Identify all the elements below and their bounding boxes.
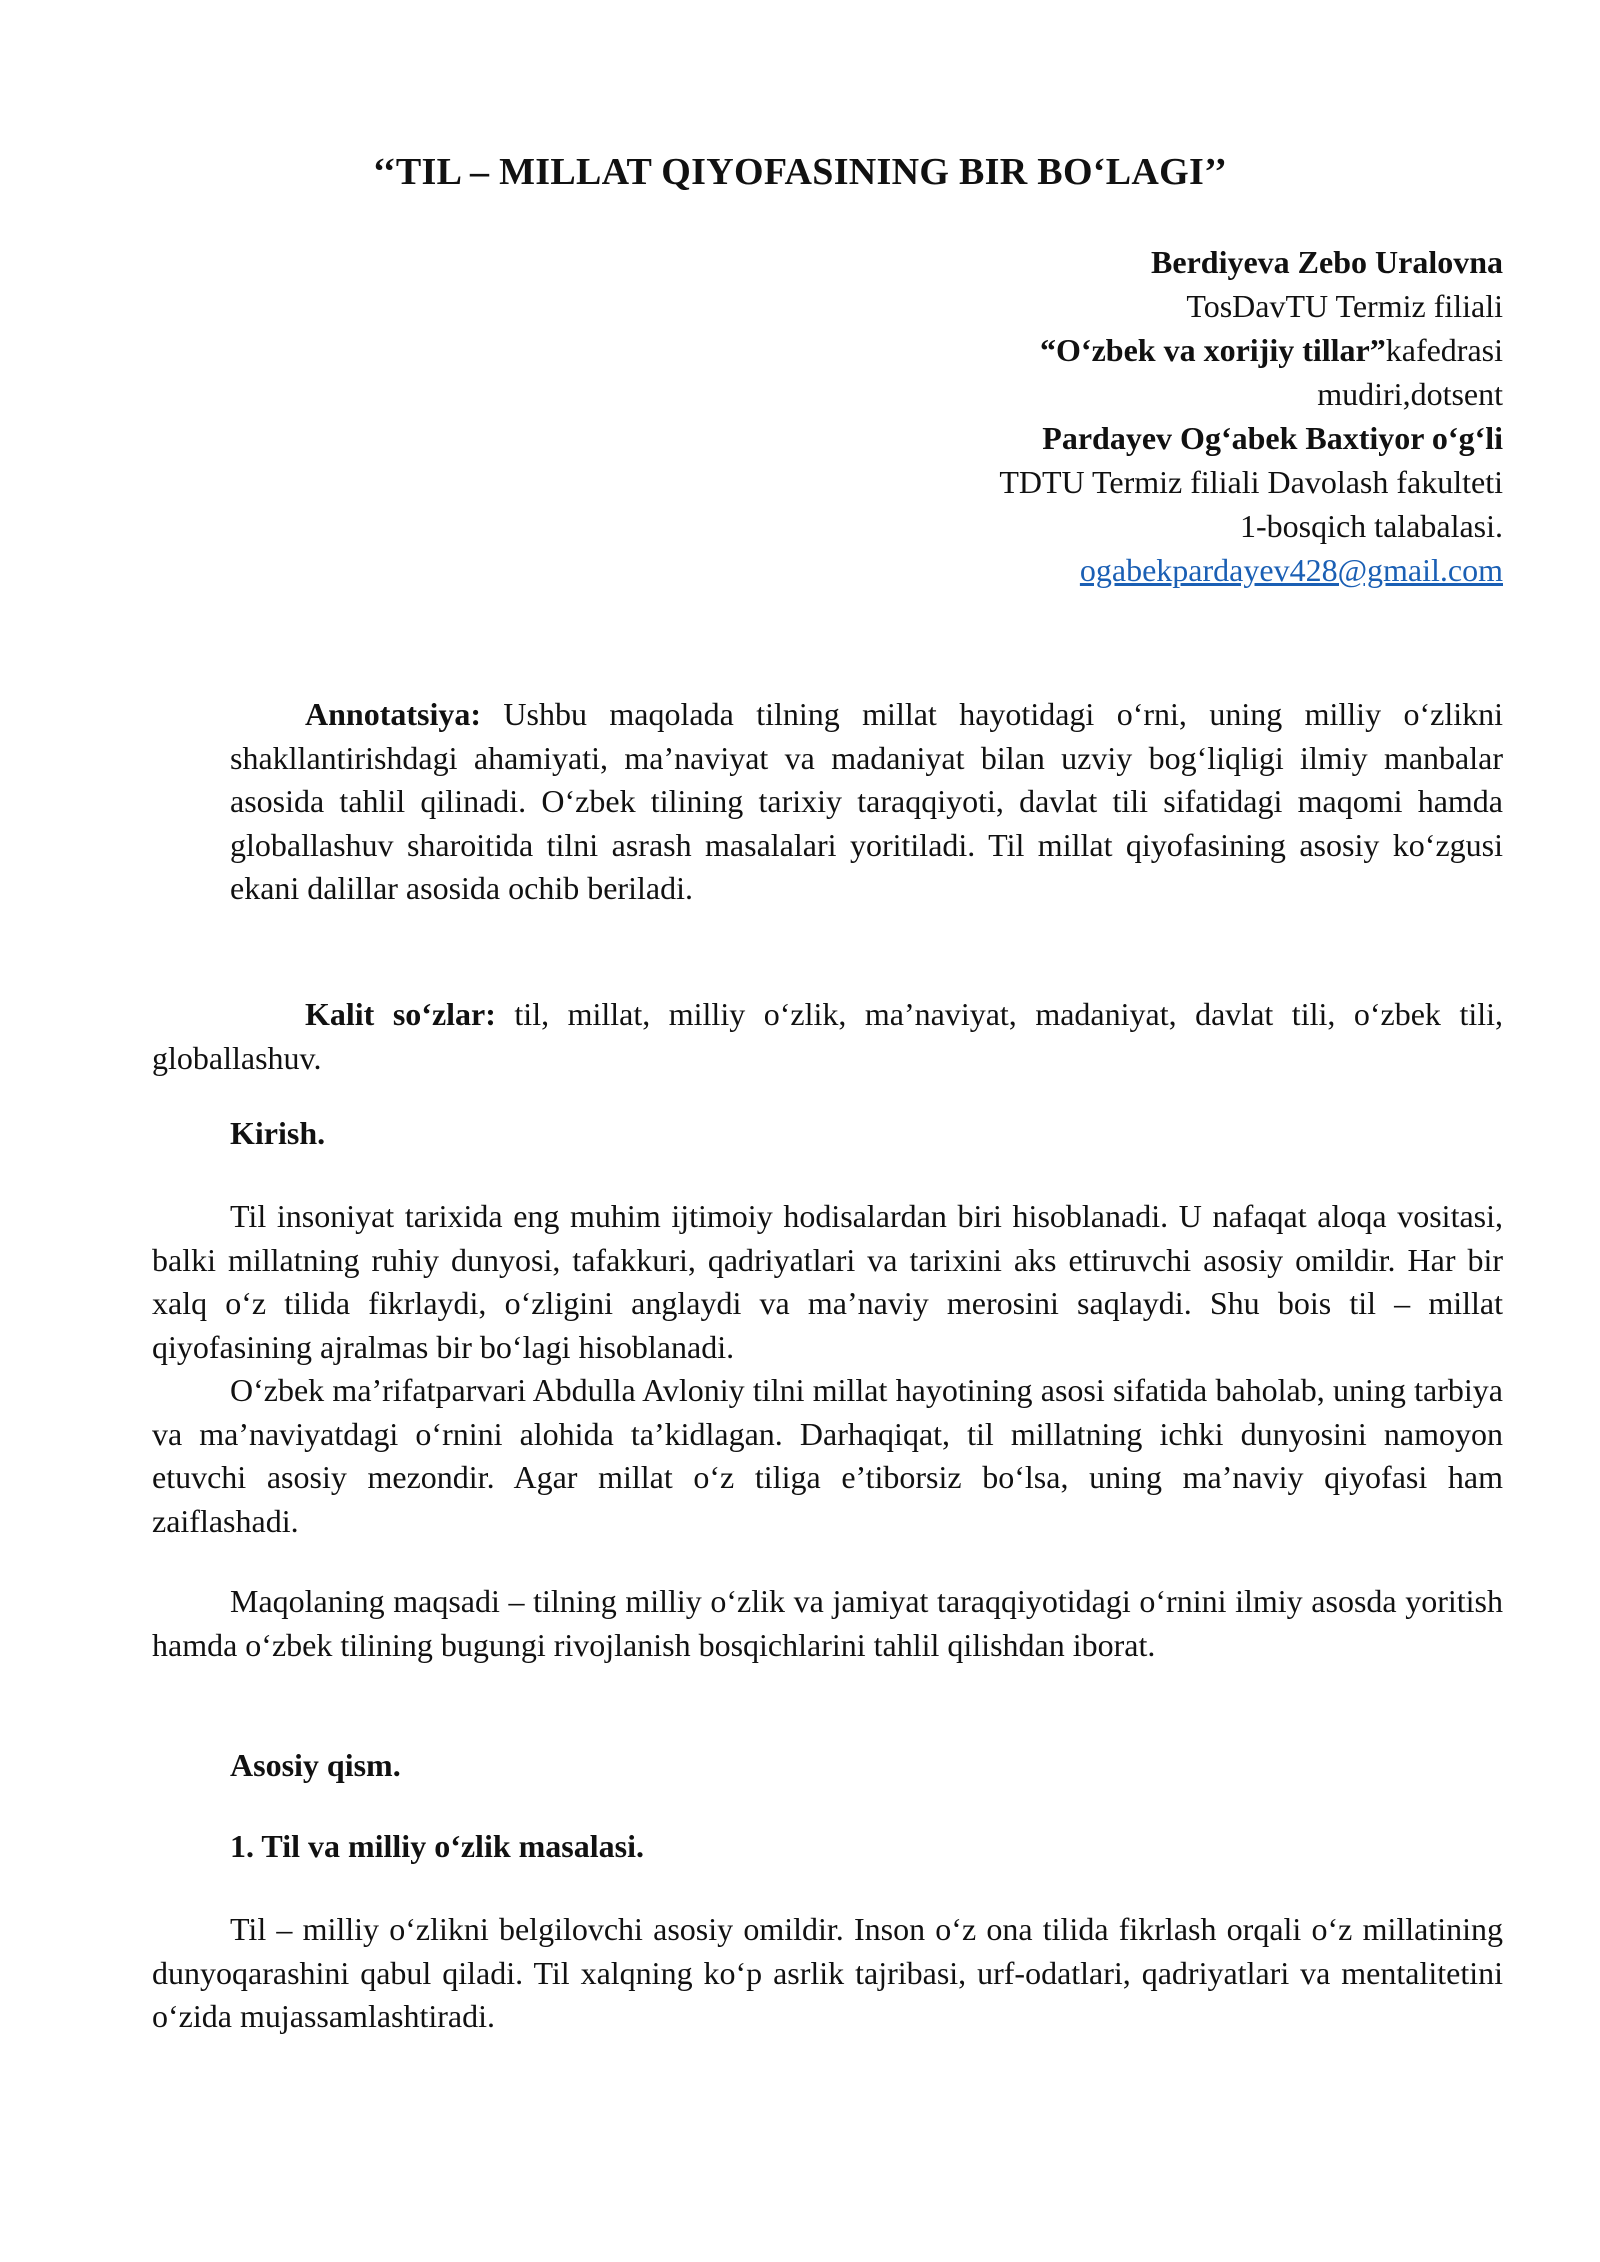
author1-department-suffix: kafedrasi <box>1385 332 1503 368</box>
intro-paragraph-1 <box>152 1195 1503 1369</box>
keywords <box>152 993 1503 1080</box>
intro-paragraph-3-text: Maqolaning maqsadi – tilning milliy o‘zlik va jamiyat taraqqiyotidagi o‘rnini ilmiy asosda yoritish hamda o‘zbek tilining bugungi rivojlanish bosqichlarini tahlil qilishdan iborat. <box>152 1583 1503 1663</box>
author1-position: mudiri,dotsent <box>1317 376 1503 412</box>
author1-name: Berdiyeva Zebo Uralovna <box>1151 244 1503 280</box>
subsection-1-paragraph-1-text: Til – milliy o‘zlikni belgilovchi asosiy omildir. Inson o‘z ona tilida fikrlash orqali o‘z millatining dunyoqarashini qabul qiladi. Til xalqning ko‘p asrlik tajribasi, urf-odatlari, qadriyatlari va mentalitetini o‘zida mujassamlashtiradi. <box>152 1911 1503 2034</box>
author2-name: Pardayev Og‘abek Baxtiyor o‘g‘li <box>1042 420 1503 456</box>
abstract-label: Annotatsiya: <box>305 696 482 732</box>
subsection-heading-1: 1. Til va milliy o‘zlik masalasi. <box>230 1828 644 1864</box>
author1-department-name: “O‘zbek va xorijiy tillar” <box>1040 332 1386 368</box>
author2-status: 1-bosqich talabalasi. <box>1239 508 1503 544</box>
abstract <box>230 693 1503 911</box>
email-link[interactable]: ogabekpardayev428@gmail.com <box>1079 552 1503 588</box>
author1-affiliation: TosDavTU Termiz filiali <box>1186 288 1503 324</box>
paper-title: ‘‘TIL – MILLAT QIYOFASINING BIR BO‘LAGI’’ <box>372 151 1228 193</box>
author-block <box>603 240 1503 592</box>
keywords-text: til, millat, milliy o‘zlik, ma’naviyat, madaniyat, davlat tili, o‘zbek tili, globallashuv. <box>152 996 1504 1076</box>
intro-paragraph-3 <box>152 1580 1503 1667</box>
intro-paragraph-2-text: O‘zbek ma’rifatparvari Abdulla Avloniy tilni millat hayotining asosi sifatida baholab, uning tarbiya va ma’naviyatdagi o‘rnini alohida ta’kidlagan. Darhaqiqat, til millatning ichki dunyosini namoyon etuvchi asosiy mezondir. Agar millat o‘z tiliga e’tiborsiz bo‘lsa, uning ma’naviy qiyofasi ham zaiflashadi. <box>152 1372 1503 1539</box>
keywords-label: Kalit so‘zlar: <box>305 996 496 1032</box>
abstract-text: Ushbu maqolada tilning millat hayotidagi o‘rni, uning milliy o‘zlikni shakllantirishdagi ahamiyati, ma’naviyat va madaniyat bilan uzviy bog‘liqligi ilmiy manbalar asosida tahlil qilinadi. O‘zbek tilining tarixiy taraqqiyoti, davlat tili sifatidagi maqomi hamda globallashuv sharoitida tilni asrash masalalari yoritiladi. Til millat qiyofasining asosiy ko‘zgusi ekani dalillar asosida ochib beriladi. <box>230 696 1503 906</box>
subsection-1-paragraph-1 <box>152 1908 1503 2039</box>
intro-paragraph-2 <box>152 1369 1503 1543</box>
author1-department <box>603 328 1503 372</box>
section-heading-intro: Kirish. <box>230 1115 326 1151</box>
author2-affiliation: TDTU Termiz filiali Davolash fakulteti <box>999 464 1503 500</box>
intro-paragraph-1-text: Til insoniyat tarixida eng muhim ijtimoiy hodisalardan biri hisoblanadi. U nafaqat aloqa vositasi, balki millatning ruhiy dunyosi, tafakkuri, qadriyatlari va tarixini aks ettiruvchi asosiy omildir. Har bir xalq o‘z tilida fikrlaydi, o‘zligini anglaydi va ma’naviy merosini saqlaydi. Shu bois til – millat qiyofasining ajralmas bir bo‘lagi hisoblanadi. <box>152 1198 1503 1365</box>
section-heading-main: Asosiy qism. <box>230 1747 401 1783</box>
